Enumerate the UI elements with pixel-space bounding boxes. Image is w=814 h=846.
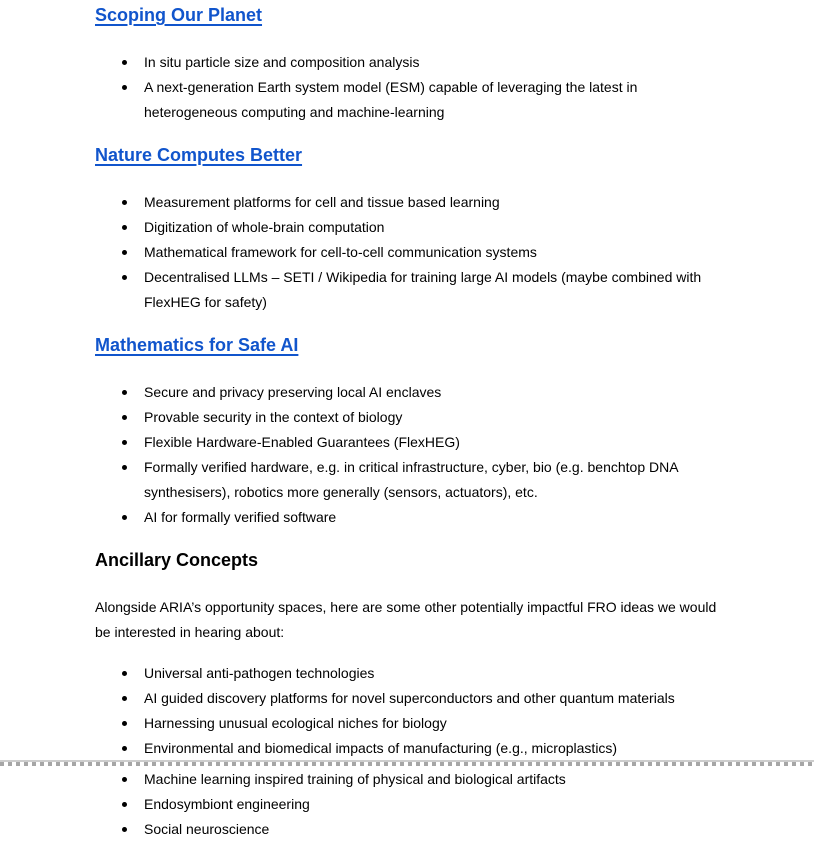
list-item: A next-generation Earth system model (ESM) capable of leveraging the latest in heterogeneous computing and machine-learning xyxy=(144,75,732,125)
page-break-divider xyxy=(0,760,814,767)
list-item: Formally verified hardware, e.g. in critical infrastructure, cyber, bio (e.g. benchtop DNA synthesisers), robotics more generally (sensors, actuators), etc. xyxy=(144,455,732,505)
list-item: Decentralised LLMs – SETI / Wikipedia for training large AI models (maybe combined with FlexHEG for safety) xyxy=(144,265,732,315)
heading-nature-computes-better xyxy=(95,144,732,166)
list-item: Measurement platforms for cell and tissue based learning xyxy=(144,190,732,215)
list-item: Secure and privacy preserving local AI enclaves xyxy=(144,380,732,405)
bullet-list-ancillary xyxy=(95,661,732,842)
list-item: Machine learning inspired training of physical and biological artifacts xyxy=(144,767,732,792)
list-item: Social neuroscience xyxy=(144,817,732,842)
section-mathematics-for-safe-ai xyxy=(95,334,732,530)
intro-paragraph: Alongside ARIA’s opportunity spaces, here are some other potentially impactful FRO ideas we would be interested in hearing about: xyxy=(95,599,717,640)
heading-link-mathematics-for-safe-ai[interactable]: Mathematics for Safe AI xyxy=(95,335,299,355)
heading-scoping-our-planet xyxy=(95,4,732,26)
list-item: AI for formally verified software xyxy=(144,505,732,530)
list-item: Flexible Hardware-Enabled Guarantees (FlexHEG) xyxy=(144,430,732,455)
bullet-list-scoping xyxy=(95,50,732,125)
list-item: Mathematical framework for cell-to-cell communication systems xyxy=(144,240,732,265)
list-item: Digitization of whole-brain computation xyxy=(144,215,732,240)
list-item: Endosymbiont engineering xyxy=(144,792,732,817)
list-item: In situ particle size and composition analysis xyxy=(144,50,732,75)
heading-mathematics-for-safe-ai xyxy=(95,334,732,356)
list-item: Environmental and biomedical impacts of manufacturing (e.g., microplastics) xyxy=(144,736,732,761)
section-nature-computes-better xyxy=(95,144,732,315)
list-item: Harnessing unusual ecological niches for biology xyxy=(144,711,732,736)
list-item: Universal anti-pathogen technologies xyxy=(144,661,732,686)
bullet-list-mathematics xyxy=(95,380,732,530)
list-item: Provable security in the context of biology xyxy=(144,405,732,430)
list-item: AI guided discovery platforms for novel superconductors and other quantum materials xyxy=(144,686,732,711)
bullet-list-nature xyxy=(95,190,732,315)
heading-ancillary-concepts: Ancillary Concepts xyxy=(95,550,259,570)
heading-link-scoping-our-planet[interactable]: Scoping Our Planet xyxy=(95,5,263,25)
heading-link-nature-computes-better[interactable]: Nature Computes Better xyxy=(95,145,303,165)
section-ancillary-concepts xyxy=(95,549,732,842)
section-scoping-our-planet xyxy=(95,4,732,125)
